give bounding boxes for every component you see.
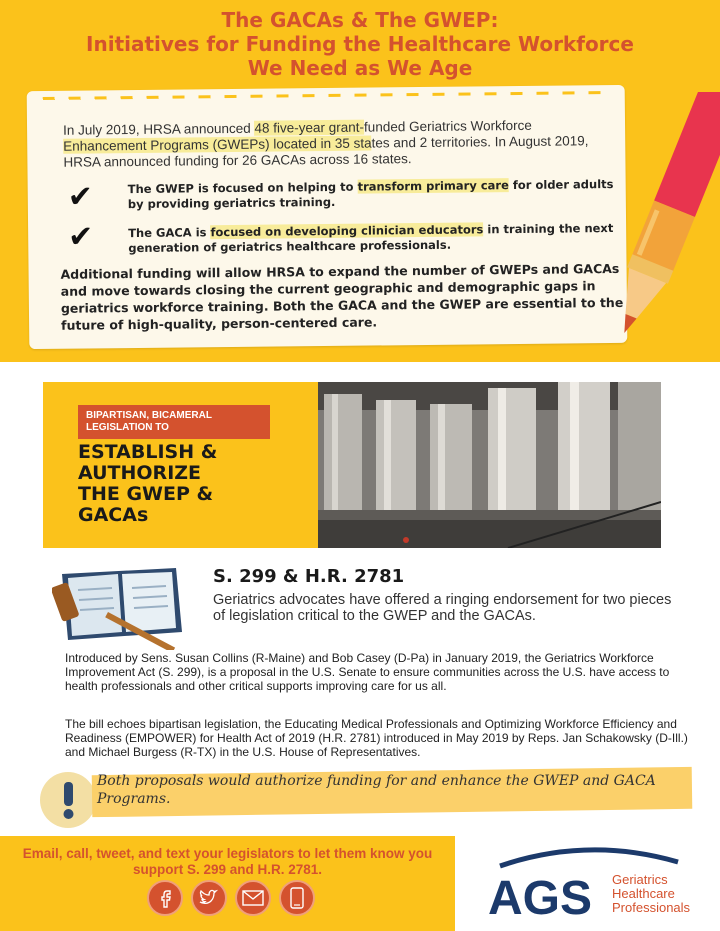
bipartisan-tag: BIPARTISAN, BICAMERAL LEGISLATION TO bbox=[78, 405, 270, 439]
gavel-book-icon bbox=[52, 560, 192, 650]
social-icons bbox=[147, 880, 315, 916]
svg-text:Professionals: Professionals bbox=[612, 900, 691, 915]
closing-text: Additional funding will allow HRSA to expand the number of GWEPs and GACAs and move towards closing the current geographic and demographic gaps in geriatrics workforce training. Both the GACA and the GWEP are essential to the future of high-quality, person-centered care. bbox=[60, 260, 624, 333]
pen-icon bbox=[590, 92, 720, 342]
callout-text: Both proposals would authorize funding for and enhance the GWEP and GACA Programs. bbox=[97, 773, 656, 807]
intro-text: In July 2019, HRSA announced 48 five-year grant-funded Geriatrics Workforce Enhancement Programs (GWEPs) located in 35 states and 2 territories. In August 2019, HRSA announced funding for 26 GACAs across 16 states. bbox=[62, 117, 589, 170]
page-title: The GACAs & The GWEP: Initiatives for Funding the Healthcare Workforce We Need as We Age bbox=[86, 8, 634, 80]
twitter-icon[interactable] bbox=[191, 880, 227, 916]
svg-text:Geriatrics: Geriatrics bbox=[612, 872, 668, 887]
svg-text:AGS: AGS bbox=[488, 872, 593, 925]
bill-paragraph-2: The bill echoes bipartisan legislation, the Educating Medical Professionals and Optimizing Workforce Efficiency and Readiness (EMPOWER) for Health Act of 2019 (H.R. 2781) introduced in May 2019 by Reps. Jan Schakowsky (D-Ill.) and Michael Burgess (R-TX) in the U.S. House of Representatives. bbox=[65, 717, 688, 759]
bullet-gwep: The GWEP is focused on helping to transform primary care for older adults by providing geriatrics training. bbox=[127, 176, 614, 212]
svg-text:Healthcare: Healthcare bbox=[612, 886, 675, 901]
bill-paragraph-1: Introduced by Sens. Susan Collins (R-Maine) and Bob Casey (D-Pa) in January 2019, the Geriatrics Workforce Improvement Act (S. 299), is a proposal in the U.S. Senate to ensure communities across the U.S. have access to health professionals and other critical supports improving care for us all. bbox=[65, 651, 670, 693]
checkmark-icon: ✔ bbox=[67, 180, 94, 214]
phone-icon[interactable] bbox=[279, 880, 315, 916]
note-card bbox=[27, 85, 628, 349]
exclamation-icon bbox=[40, 772, 96, 828]
cta-text: Email, call, tweet, and text your legislators to let them know you support S. 299 and H.R. 2781. bbox=[22, 846, 433, 877]
email-icon[interactable] bbox=[235, 880, 271, 916]
establish-heading: ESTABLISH & AUTHORIZE THE GWEP & GACAs bbox=[78, 441, 218, 526]
bill-subheading: Geriatrics advocates have offered a ringing endorsement for two pieces of legislation critical to the GWEP and the GACAs. bbox=[213, 592, 672, 624]
exclamation-mark-icon bbox=[40, 772, 96, 828]
checkmark-icon: ✔ bbox=[68, 220, 94, 254]
ags-logo bbox=[478, 838, 708, 928]
note-dash-border bbox=[43, 91, 609, 100]
bullet-gaca: The GACA is focused on developing clinician educators in training the next generation of geriatrics healthcare professionals. bbox=[128, 221, 614, 256]
capitol-columns-photo bbox=[318, 382, 661, 548]
bill-heading: S. 299 & H.R. 2781 bbox=[213, 566, 405, 587]
facebook-icon[interactable] bbox=[147, 880, 183, 916]
